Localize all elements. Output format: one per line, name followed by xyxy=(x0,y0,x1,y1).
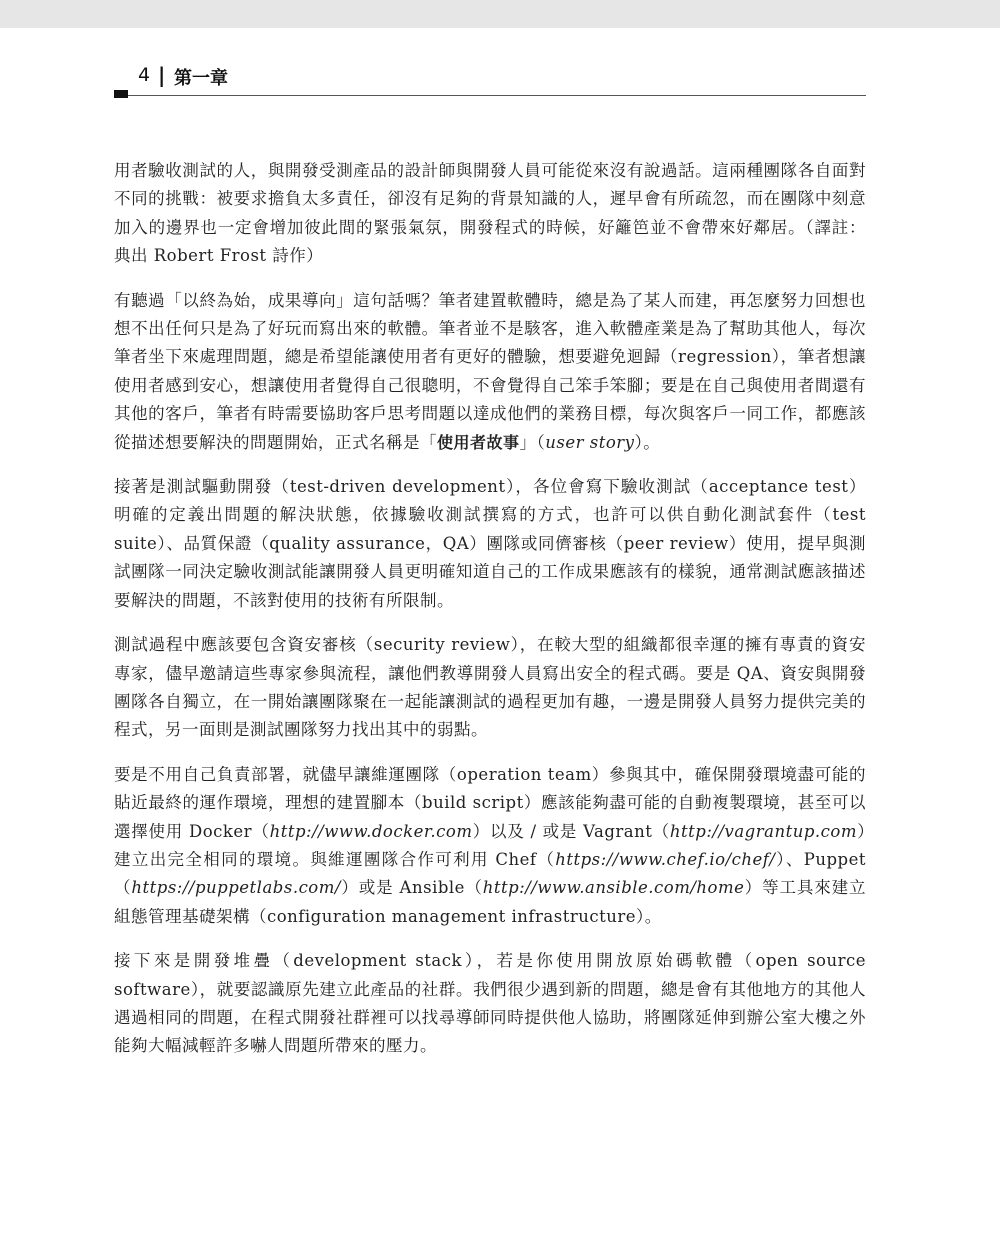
text-segment: ）建立出完全相同的環境。與維運團隊合作可利用 Chef（ xyxy=(114,821,866,869)
paragraph-6 xyxy=(114,947,866,1061)
paragraph-1 xyxy=(114,157,866,271)
text-segment: https://www.chef.io/chef/ xyxy=(555,849,776,869)
text-segment: 要是不用自己負責部署，就儘早讓維運團隊（operation team）參與其中，確保開發環境盡可能的貼近最終的運作環境，理想的建置腳本（build script）應該能夠盡可能的自動複製環境，甚至可以選擇使用 Docker（ xyxy=(114,764,866,841)
text-segment: ）或是 Ansible（ xyxy=(340,878,483,898)
text-segment: 」（ xyxy=(519,432,546,452)
text-segment: 用者驗收測試的人，與開發受測產品的設計師與開發人員可能從來沒有說過話。這兩種團隊各自面對不同的挑戰：被要求擔負太多責任，卻沒有足夠的背景知識的人，遲早會有所疏忽，而在團隊中刻意加入的邊界也一定會增加彼此間的緊張氣氛，開發程式的時候，好籬笆並不會帶來好鄰居。（譯註：典出 Robert Frost 詩作） xyxy=(114,161,866,266)
top-band xyxy=(0,0,1000,28)
chapter-title: 第一章 xyxy=(174,68,228,89)
text-segment: user story xyxy=(545,432,635,452)
text-segment: ）等工具來建立組態管理基礎架構（configuration management infrastructure）。 xyxy=(114,878,867,926)
text-segment: ）、Puppet（ xyxy=(114,849,866,898)
text-segment: http://www.ansible.com/home xyxy=(482,878,745,898)
page-header xyxy=(114,64,866,98)
paragraph-5 xyxy=(114,761,866,931)
text-segment: ）以及 / 或是 Vagrant（ xyxy=(472,821,670,841)
header-marker xyxy=(114,90,128,98)
page-body xyxy=(114,157,866,1077)
paragraph-3 xyxy=(114,473,866,615)
text-segment: 接下來是開發堆疊（development stack），若是你使用開放原始碼軟體（open source software），就要認識原先建立此產品的社群。我們很少遇到新的問題，總是會有其他地方的其他人遇過相同的問題，在程式開發社群裡可以找尋導師同時提供他人協助，將團隊延伸到辦公室大樓之外能夠大幅減輕許多嚇人問題所帶來的壓力。 xyxy=(114,951,866,1056)
paragraph-2 xyxy=(114,287,866,457)
text-segment: 測試過程中應該要包含資安審核（security review），在較大型的組織都很幸運的擁有專責的資安專家，儘早邀請這些專家參與流程，讓他們教導開發人員寫出安全的程式碼。要是 QA、資安與開發團隊各自獨立，在一開始讓團隊聚在一起能讓測試的過程更加有趣，一邊是開發人員努力提供完美的程式，另一面則是測試團隊努力找出其中的弱點。 xyxy=(114,635,866,740)
page-number: 4 xyxy=(138,64,151,86)
text-segment: 接著是測試驅動開發（test-driven development），各位會寫下驗收測試（acceptance test）明確的定義出問題的解決狀態，依據驗收測試撰寫的方式，也許可以供自動化測試套件（test suite）、品質保證（quality assurance，QA）團隊或同儕審核（peer review）使用，提早與測試團隊一同決定驗收測試能讓開發人員更明確知道自己的工作成果應該有的樣貌，通常測試應該描述要解決的問題，不該對使用的技術有所限制。 xyxy=(114,477,866,610)
text-segment: ）。 xyxy=(634,432,661,452)
text-segment: http://vagrantup.com xyxy=(669,821,857,841)
text-segment: 使用者故事 xyxy=(437,432,520,452)
text-segment: http://www.docker.com xyxy=(269,821,473,841)
paragraph-4 xyxy=(114,631,866,745)
header-rule xyxy=(128,95,866,96)
text-segment: 有聽過「以終為始，成果導向」這句話嗎？筆者建置軟體時，總是為了某人而建，再怎麼努力回想也想不出任何只是為了好玩而寫出來的軟體。筆者並不是駭客，進入軟體產業是為了幫助其他人，每次筆者坐下來處理問題，總是希望能讓使用者有更好的體驗，想要避免迴歸（regression），筆者想讓使用者感到安心，想讓使用者覺得自己很聰明，不會覺得自己笨手笨腳；要是在自己與使用者間還有其他的客戶，筆者有時需要協助客戶思考問題以達成他們的業務目標，每次與客戶一同工作，都應該從描述想要解決的問題開始，正式名稱是「 xyxy=(114,290,866,452)
text-segment: https://puppetlabs.com/ xyxy=(131,878,341,898)
header-separator: | xyxy=(158,63,166,87)
